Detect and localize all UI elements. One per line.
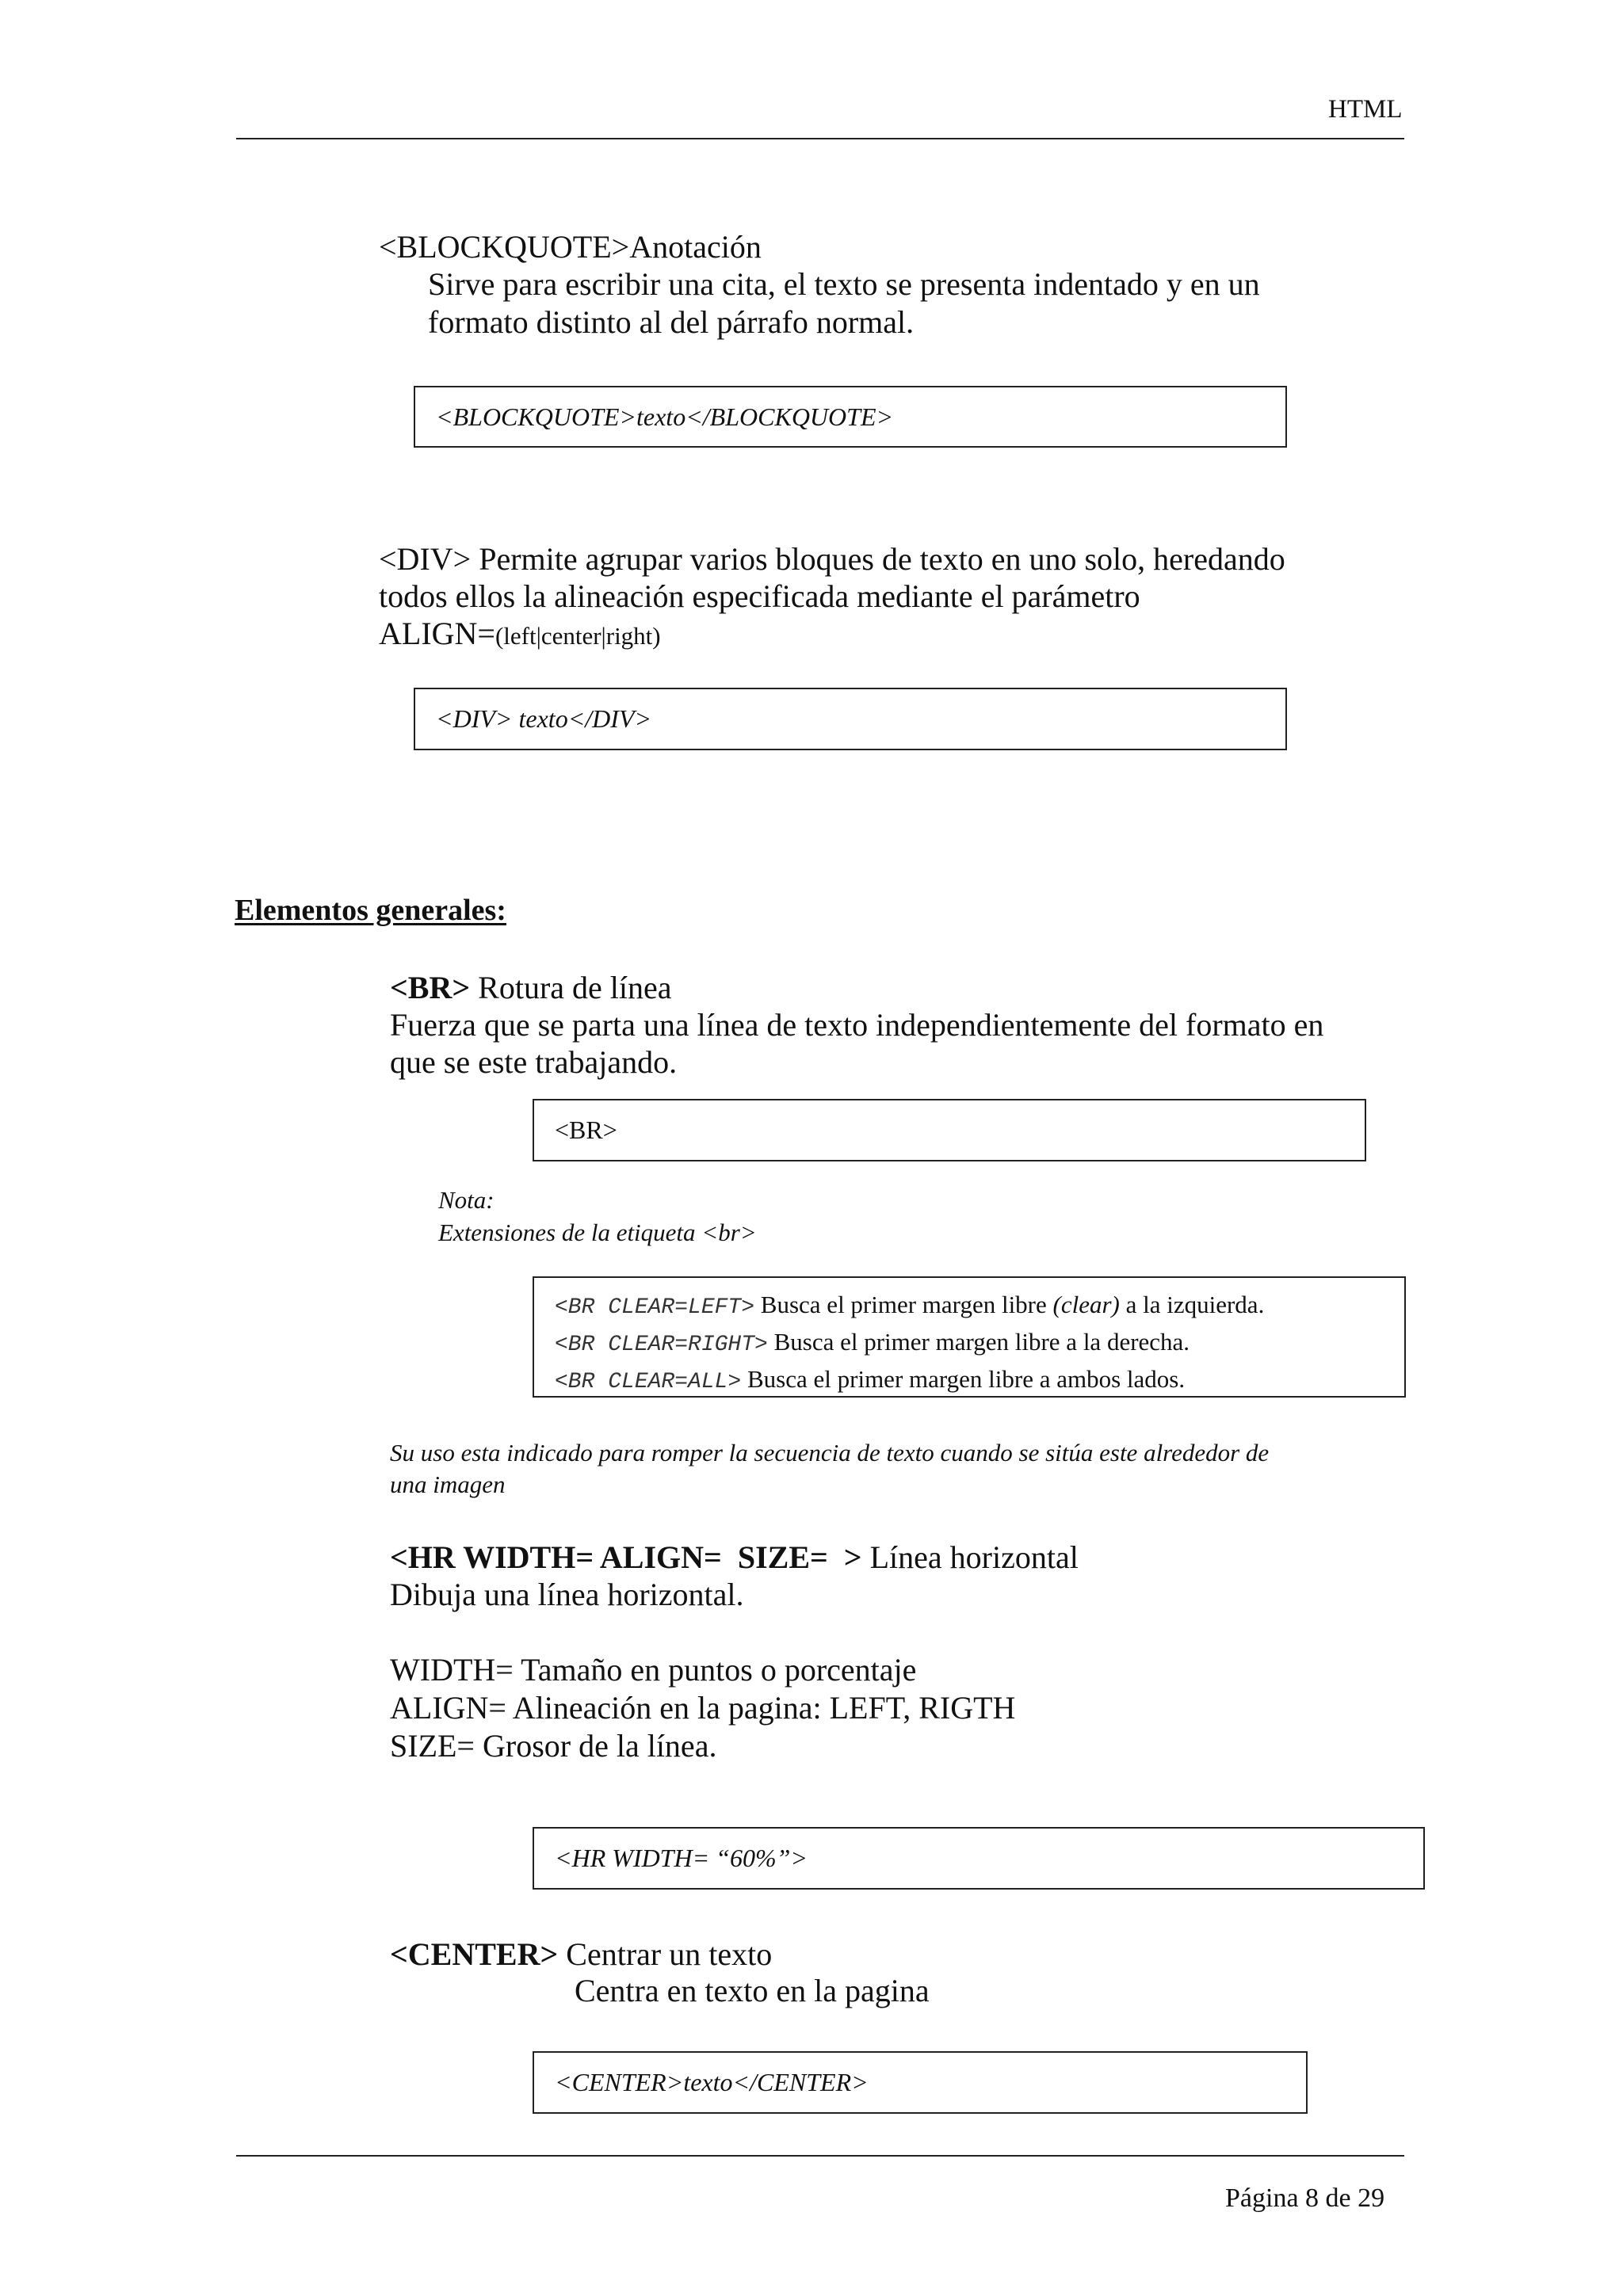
hr-code: <HR WIDTH= “60%”>: [555, 1844, 808, 1872]
center-code-box: [533, 2051, 1308, 2114]
br-name: Rotura de línea: [470, 970, 672, 1005]
note-text: Extensiones de la etiqueta <br>: [438, 1219, 757, 1246]
br-desc-1: Fuerza que se parta una línea de texto independientemente del formato en: [390, 1007, 1324, 1043]
footer-rule: [236, 2155, 1404, 2157]
br-ext-code-left: <BR CLEAR=LEFT>: [555, 1295, 755, 1320]
blockquote-name: Anotación: [629, 229, 762, 265]
div-desc-2: todos ellos la alineación especificada mediante el parámetro: [379, 578, 1140, 614]
br-ext-pre-all: Busca el primer margen libre a ambos lados.: [741, 1365, 1186, 1393]
hr-align-desc: ALIGN= Alineación en la pagina: LEFT, RIGTH: [390, 1690, 1016, 1726]
div-code-box: [414, 688, 1287, 750]
br-ext-em-left: (clear): [1052, 1291, 1120, 1318]
br-desc-2: que se este trabajando.: [390, 1044, 678, 1080]
hr-width-desc: WIDTH= Tamaño en puntos o porcentaje: [390, 1652, 917, 1688]
br-heading: [390, 969, 672, 1007]
header-title: HTML: [1328, 95, 1403, 124]
hr-tag: <HR WIDTH= ALIGN= SIZE= >: [390, 1539, 862, 1575]
br-usage-1: Su uso esta indicado para romper la secuencia de texto cuando se sitúa este alrededor de: [390, 1439, 1270, 1466]
center-tag: <CENTER>: [390, 1936, 559, 1972]
div-align-values: (left|center|right): [495, 622, 661, 650]
hr-heading: [390, 1539, 1079, 1577]
blockquote-code: <BLOCKQUOTE>texto</BLOCKQUOTE>: [436, 402, 894, 431]
br-ext-row-left: [555, 1287, 1384, 1325]
br-ext-post-left: a la izquierda.: [1119, 1291, 1265, 1318]
div-code: <DIV> texto</DIV>: [436, 704, 652, 733]
div-desc-3: [379, 615, 661, 655]
br-code: <BR>: [555, 1116, 617, 1144]
br-ext-code-all: <BR CLEAR=ALL>: [555, 1370, 742, 1394]
br-ext-pre-right: Busca el primer margen libre a la derecha.: [767, 1328, 1190, 1356]
center-desc: Centra en texto en la pagina: [575, 1973, 930, 2008]
br-ext-pre-left: Busca el primer margen libre: [754, 1291, 1053, 1318]
blockquote-tag: <BLOCKQUOTE>: [379, 229, 630, 265]
br-code-box: [533, 1099, 1366, 1161]
br-ext-row-all: [555, 1362, 1384, 1399]
hr-size-desc: SIZE= Grosor de la línea.: [390, 1728, 717, 1764]
hr-desc: Dibuja una línea horizontal.: [390, 1577, 744, 1612]
page-number: Página 8 de 29: [1225, 2183, 1385, 2213]
br-extensions-box: [533, 1276, 1406, 1398]
header-rule: [236, 138, 1404, 139]
div-align-label: ALIGN=: [379, 616, 495, 651]
blockquote-code-box: [414, 386, 1287, 448]
blockquote-desc-1: Sirve para escribir una cita, el texto se presenta indentado y en un: [428, 266, 1260, 302]
hr-name: Línea horizontal: [861, 1539, 1079, 1575]
center-name: Centrar un texto: [558, 1936, 773, 1972]
br-ext-row-right: [555, 1325, 1384, 1362]
div-desc-1: <DIV> Permite agrupar varios bloques de texto en uno solo, heredando: [379, 541, 1285, 577]
section-title: Elementos generales:: [235, 894, 506, 927]
center-code: <CENTER>texto</CENTER>: [555, 2068, 869, 2096]
blockquote-heading: [379, 228, 762, 266]
br-tag: <BR>: [390, 970, 471, 1005]
hr-code-box: [533, 1827, 1425, 1890]
br-usage-2: una imagen: [390, 1470, 506, 1498]
note-label: Nota:: [438, 1186, 495, 1214]
center-heading: [390, 1936, 772, 1974]
br-ext-code-right: <BR CLEAR=RIGHT>: [555, 1333, 768, 1357]
blockquote-desc-2: formato distinto al del párrafo normal.: [428, 304, 915, 340]
